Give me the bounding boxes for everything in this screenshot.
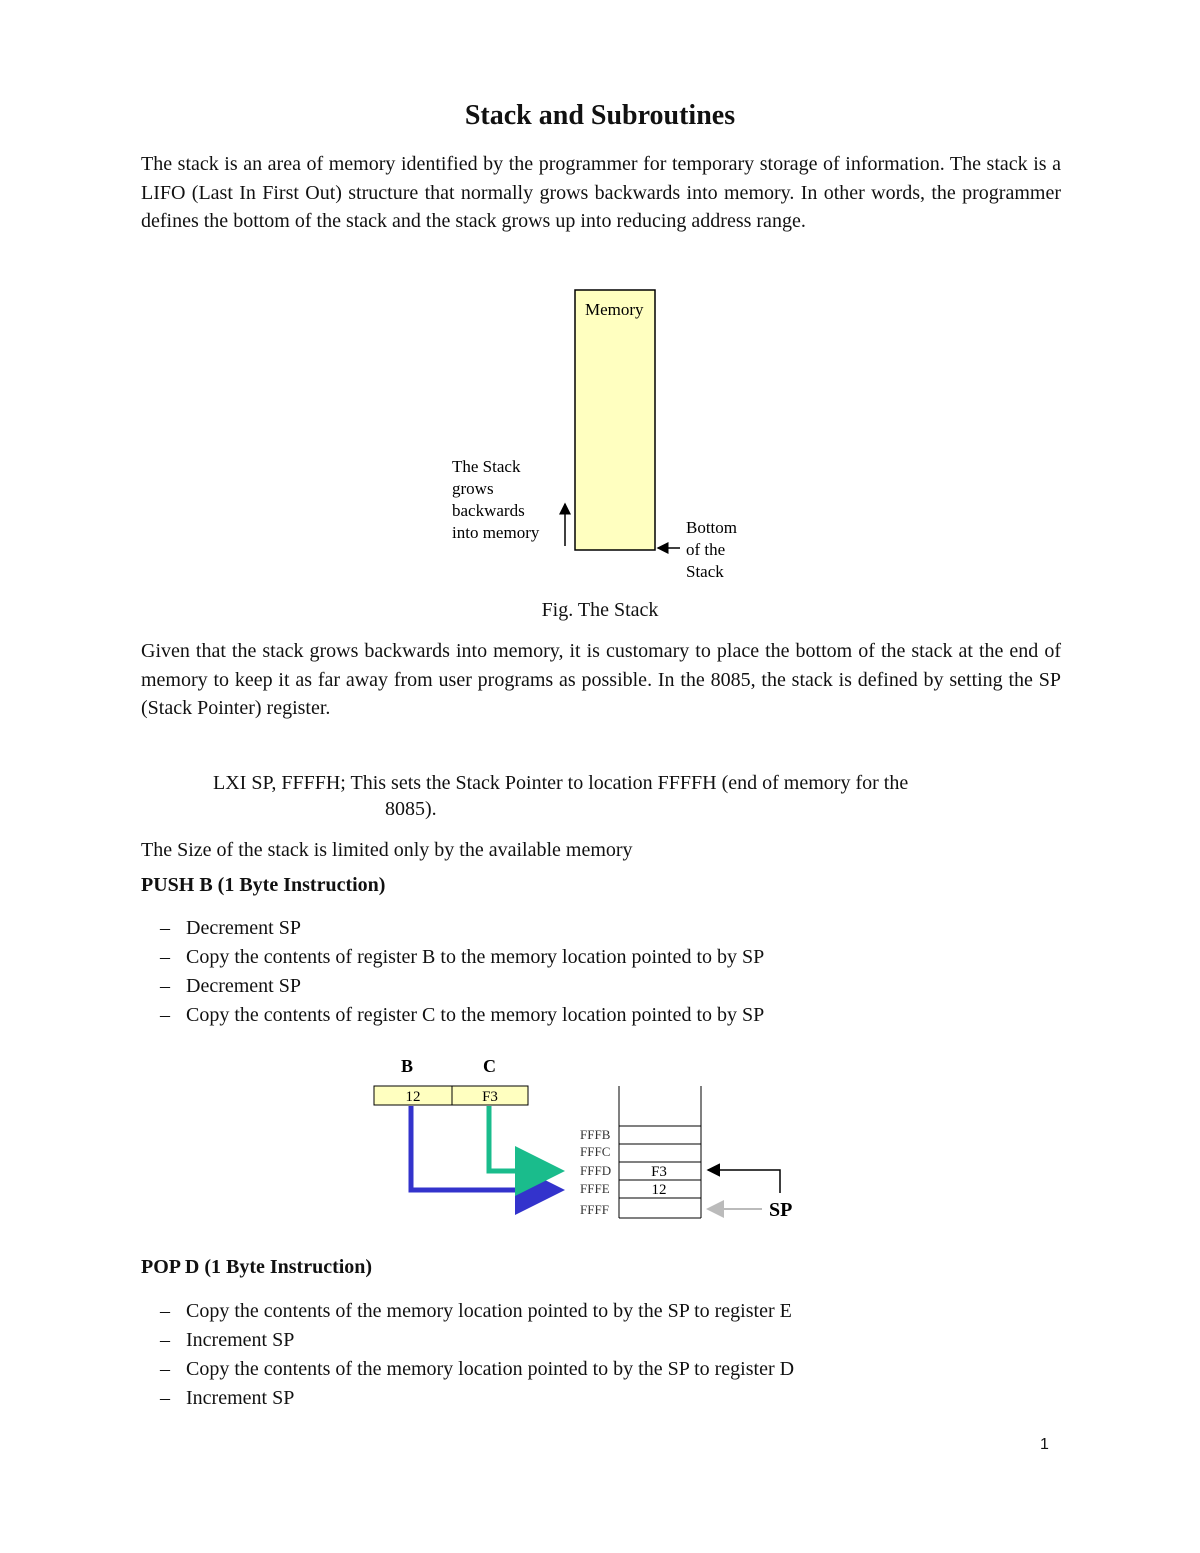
address-label: FFFC [580, 1144, 611, 1159]
memory-block [575, 290, 655, 550]
register-c-value: F3 [482, 1089, 498, 1105]
register-b-value: 12 [405, 1089, 421, 1105]
push-heading: PUSH B (1 Byte Instruction) [141, 874, 386, 896]
memory-label: Memory [585, 300, 644, 319]
register-b-name: B [401, 1056, 414, 1076]
list-item: – Increment SP [160, 1387, 295, 1409]
stack-figure [440, 282, 770, 587]
page-number: 1 [1040, 1436, 1049, 1453]
grows-label-line: into memory [452, 523, 540, 542]
b-to-fffe-arrow [411, 1106, 560, 1190]
address-label: FFFD [580, 1163, 612, 1178]
figure-caption: Fig. The Stack [541, 599, 659, 621]
list-item: – Copy the contents of the memory location pointed to by the SP to register E [160, 1300, 792, 1322]
list-item: – Decrement SP [160, 917, 301, 939]
push-steps [160, 914, 764, 1030]
list-item: – Increment SP [160, 1329, 295, 1351]
sp-label: SP [769, 1199, 793, 1221]
address-label: FFFB [580, 1127, 611, 1142]
fffd-value: F3 [651, 1164, 667, 1180]
list-item: – Decrement SP [160, 975, 301, 997]
stack-size-note: The Size of the stack is limited only by the available memory [141, 839, 633, 861]
lxi-line-1: LXI SP, FFFFH; This sets the Stack Pointer to location FFFFH (end of memory for the [213, 772, 909, 794]
fffe-value: 12 [651, 1182, 667, 1198]
page-title: Stack and Subroutines [464, 100, 736, 131]
intro-paragraph: The stack is an area of memory identified by the programmer for temporary storage of information. The stack is a LIFO (Last In First Out) structure that normally grows backwards into memory. In other words, the programmer defines the bottom of the stack and the stack grows up into reducing address range. [141, 153, 1061, 232]
register-c-name: C [483, 1056, 496, 1076]
address-label: FFFF [580, 1202, 609, 1217]
lxi-line-2: 8085). [385, 798, 437, 820]
push-diagram [360, 1048, 820, 1228]
list-item: – Copy the contents of the memory location pointed to by the SP to register D [160, 1358, 795, 1380]
c-to-fffd-arrow [489, 1106, 560, 1171]
bottom-label-line: Stack [686, 562, 724, 581]
grows-label-line: grows [452, 479, 494, 498]
stack-placement-paragraph: Given that the stack grows backwards into memory, it is customary to place the bottom of the stack at the end of memory to keep it as far away from user programs as possible. In the 8085, the stack is defined by setting the SP (Stack Pointer) register. [141, 640, 1061, 719]
pop-heading: POP D (1 Byte Instruction) [141, 1256, 373, 1278]
list-item: – Copy the contents of register B to the memory location pointed to by SP [160, 946, 765, 968]
pop-steps [160, 1297, 794, 1413]
address-label: FFFE [580, 1181, 610, 1196]
bottom-label-line: Bottom [686, 518, 738, 537]
bottom-label-line: of the [686, 540, 726, 559]
grows-label-line: The Stack [452, 457, 521, 476]
list-item: – Copy the contents of register C to the memory location pointed to by SP [160, 1004, 765, 1026]
new-sp-arrow [708, 1170, 780, 1193]
lxi-instruction [213, 770, 1061, 822]
grows-label-line: backwards [452, 501, 525, 520]
